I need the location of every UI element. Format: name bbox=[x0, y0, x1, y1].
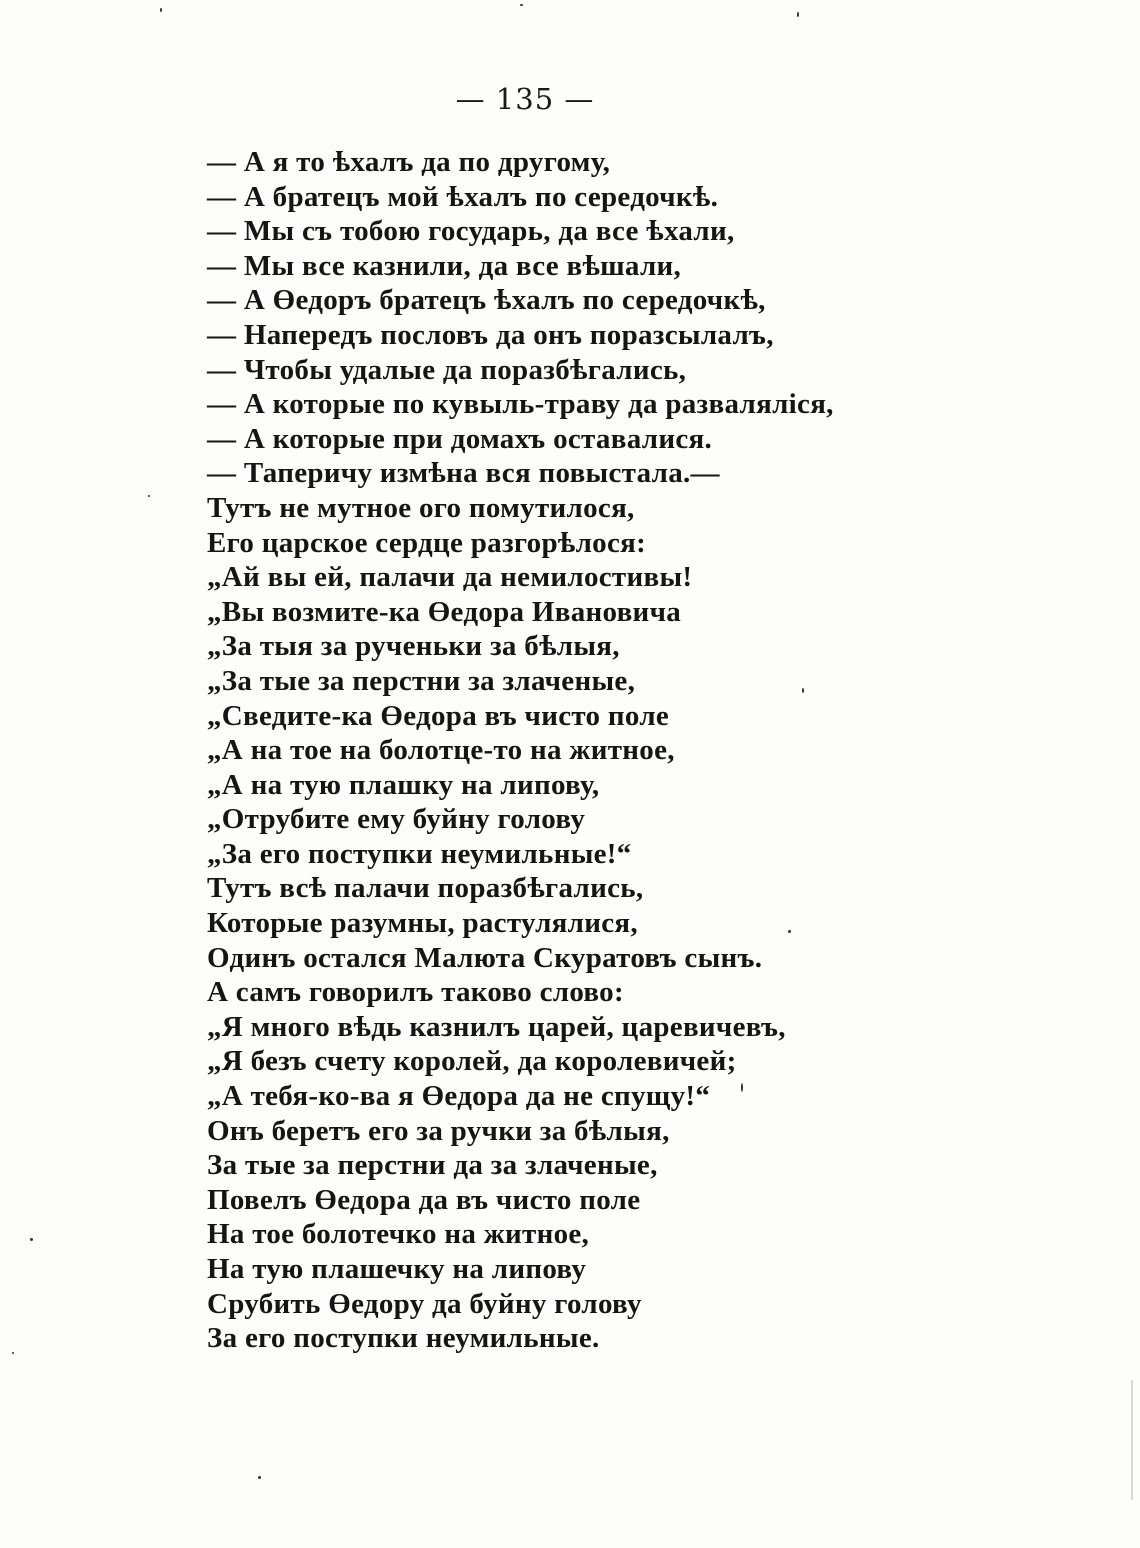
scan-speck bbox=[1131, 1380, 1133, 1500]
poem-line: „А на тую плашку на липову, bbox=[207, 768, 600, 801]
poem-line: Его царское сердце разгорѣлося: bbox=[207, 526, 647, 559]
scan-speck bbox=[12, 1352, 14, 1354]
poem-line: — А я то ѣхалъ да по другому, bbox=[207, 146, 611, 178]
scan-speck bbox=[148, 495, 150, 497]
poem-line: — А Өедоръ братецъ ѣхалъ по середочкѣ, bbox=[207, 284, 766, 317]
poem-line: Которые разумны, растулялися, bbox=[207, 907, 638, 940]
poem-line: „Отрубите ему буйну голову bbox=[207, 803, 586, 836]
poem-line: „За тыя за рученьки за бѣлыя, bbox=[207, 630, 620, 663]
poem-line: „За его поступки неумильные!“ bbox=[207, 837, 632, 870]
poem-line: — Мы съ тобою государь, да все ѣхали, bbox=[207, 215, 735, 248]
poem-line: Тутъ всѣ палачи поразбѣгались, bbox=[207, 872, 644, 905]
poem-line: „Ай вы ей, палачи да немилостивы! bbox=[207, 561, 693, 594]
poem-line: — А братецъ мой ѣхалъ по середочкѣ. bbox=[207, 180, 719, 213]
scan-speck bbox=[30, 1238, 33, 1241]
poem-line: — Таперичу измѣна вся повыстала.— bbox=[207, 457, 720, 490]
poem-line: Повелъ Өедора да въ чисто поле bbox=[207, 1183, 641, 1216]
scan-speck bbox=[788, 930, 791, 933]
poem-line: — А которые по кувыль-траву да разваляліся, bbox=[207, 388, 834, 421]
poem-line: „Я безъ счету королей, да королевичей; bbox=[207, 1045, 737, 1078]
poem-line: — А которые при домахъ оставалися. bbox=[207, 422, 713, 455]
poem-line: „А тебя-ко-ва я Өедора да не спущу!“ bbox=[207, 1080, 711, 1113]
poem-line: — Чтобы удалые да поразбѣгались, bbox=[207, 353, 687, 386]
scan-speck bbox=[160, 8, 162, 12]
poem-line: „За тые за перстни за злаченые, bbox=[207, 664, 636, 697]
poem-line: „Вы возмите-ка Өедора Ивановича bbox=[207, 595, 682, 628]
poem-line: — Мы все казнили, да все вѣшали, bbox=[207, 249, 682, 282]
poem-line: Тутъ не мутное ого помутилося, bbox=[207, 491, 635, 524]
poem-line: „А на тое на болотце-то на житное, bbox=[207, 734, 675, 767]
scan-speck bbox=[258, 1476, 261, 1479]
poem-line: На тую плашечку на липову bbox=[207, 1253, 587, 1285]
poem-line: „Сведите-ка Өедора въ чисто поле bbox=[207, 699, 670, 732]
scan-speck bbox=[802, 688, 804, 693]
poem-text bbox=[207, 145, 834, 1356]
poem-line: За тые за перстни да за злаченые, bbox=[207, 1149, 658, 1182]
poem-line: Одинъ остался Малюта Скуратовъ сынъ. bbox=[207, 941, 763, 974]
poem-line: На тое болотечко на житное, bbox=[207, 1218, 590, 1251]
poem-line: „Я много вѣдь казнилъ царей, царевичевъ, bbox=[207, 1010, 786, 1043]
page-number: — 135 — bbox=[455, 82, 595, 116]
scan-speck bbox=[520, 4, 523, 6]
poem-line: А самъ говорилъ таково слово: bbox=[207, 976, 624, 1009]
scan-speck bbox=[741, 1083, 743, 1092]
poem-line: — Напередъ пословъ да онъ поразсылалъ, bbox=[207, 318, 774, 351]
poem-line: За его поступки неумильные. bbox=[207, 1322, 600, 1355]
scan-speck bbox=[797, 12, 799, 17]
poem-line: Срубить Өедору да буйну голову bbox=[207, 1287, 642, 1320]
poem-line: Онъ беретъ его за ручки за бѣлыя, bbox=[207, 1114, 670, 1147]
